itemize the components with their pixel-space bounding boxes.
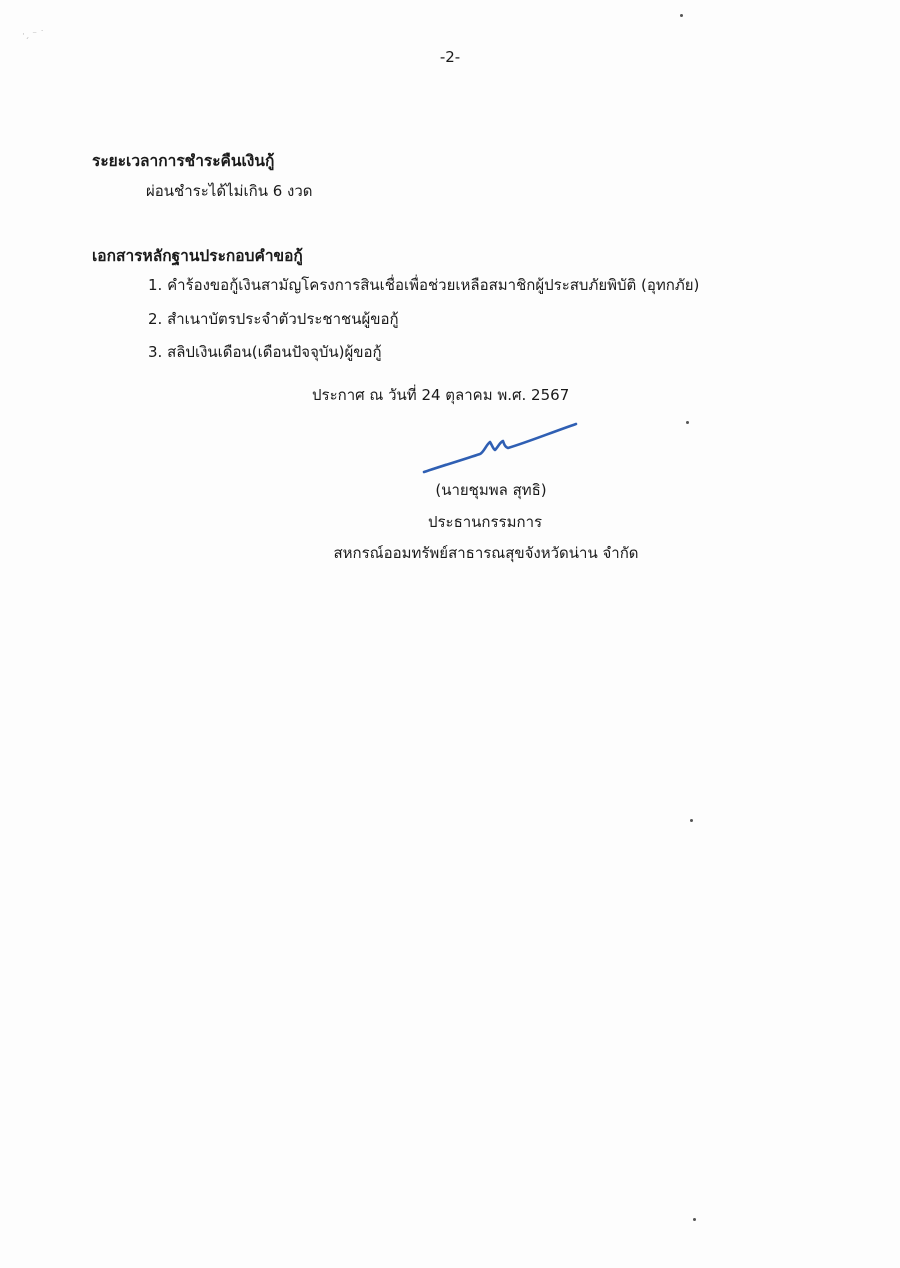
signer-name: (นายชุมพล สุทธิ): [435, 481, 547, 499]
document-item-3: 3. สลิปเงินเดือน(เดือนปัจจุบัน)ผู้ขอกู้: [148, 343, 382, 361]
repayment-text: ผ่อนชำระได้ไม่เกิน 6 งวด: [146, 182, 313, 200]
document-item-1: 1. คำร้องขอกู้เงินสามัญโครงการสินเชื่อเพื่อช่วยเหลือสมาชิกผู้ประสบภัยพิบัติ (อุทกภัย): [148, 276, 700, 294]
scan-speck: [680, 14, 683, 17]
scan-artifact: ·ˏ ⁻ ˙: [22, 30, 45, 40]
signer-title: ประธานกรรมการ: [427, 513, 543, 531]
document-item-2: 2. สำเนาบัตรประจำตัวประชาชนผู้ขอกู้: [148, 310, 399, 328]
scan-speck: [686, 421, 689, 424]
scan-speck: [693, 1218, 696, 1221]
repayment-heading: ระยะเวลาการชำระคืนเงินกู้: [92, 152, 275, 170]
scan-speck: [690, 819, 693, 822]
organization-name: สหกรณ์ออมทรัพย์สาธารณสุขจังหวัดน่าน จำกัด: [333, 544, 639, 562]
announcement-date: ประกาศ ณ วันที่ 24 ตุลาคม พ.ศ. 2567: [312, 386, 570, 404]
documents-heading: เอกสารหลักฐานประกอบคำขอกู้: [92, 247, 303, 265]
page-number: -2-: [439, 48, 461, 66]
signature-image: [420, 418, 582, 476]
